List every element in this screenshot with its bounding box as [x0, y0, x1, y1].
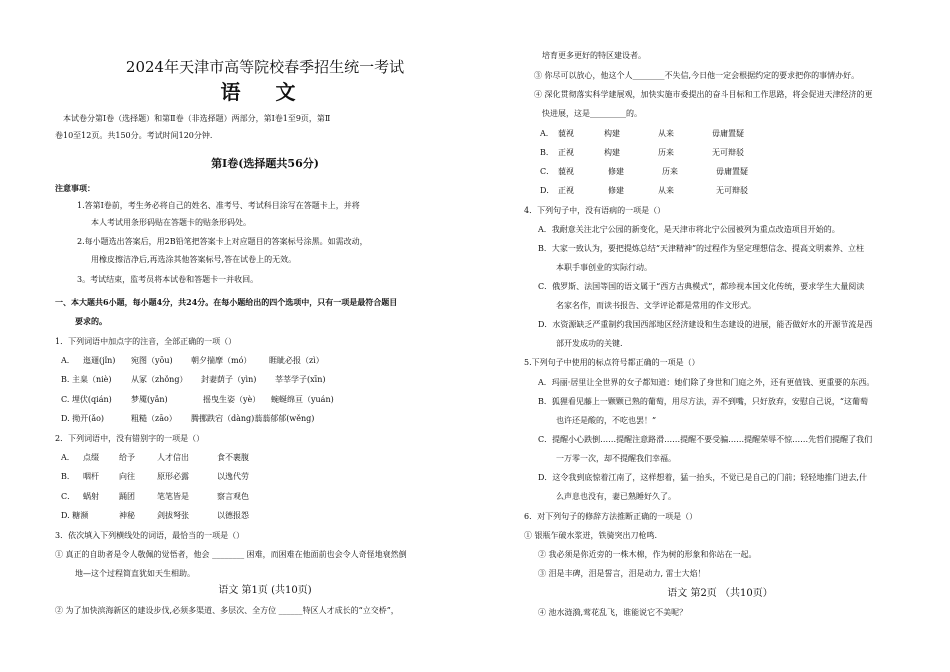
option-cell: 睚眦必报（zì）: [269, 356, 324, 365]
option-cell: 从来: [658, 186, 674, 195]
option-cell: 神秘: [119, 511, 135, 520]
question-3-line: 培育更多更好的特区建设者。: [542, 51, 646, 60]
option-cell: 朝夕揣摩（mó）: [191, 356, 252, 365]
option-cell: 人才信出: [157, 453, 189, 462]
option-cell: C．: [61, 492, 76, 501]
question-4-option: A．我耐意关注北宁公园的新变化，是天津市将北宁公园被列为重点改造项目开始的。: [538, 225, 840, 234]
question-stem-4: 4．下列句子中，没有语病的一项是（）: [524, 206, 666, 215]
option-cell: 点缀: [83, 453, 99, 462]
part-instruction: 要求的。: [75, 316, 107, 326]
page-footer-1: 语文 第1页 (共10页): [218, 585, 312, 596]
option-cell: 笔笔皆是: [157, 492, 189, 501]
question-3-line: ① 真正的自助者是令人敬佩的觉悟者，他会 ________ 困难，而困难在他面前也会令人奇怪地衰然倒: [55, 550, 407, 559]
question-stem-2: 2．下列词语中，没有错别字的一项是（）: [55, 434, 205, 443]
question-5-option: B．狐狸看见藤上一颗颗已熟的葡萄，用尽方法，弄不到嘴，只好放弃，安慰自己说，“这葡萄: [538, 397, 868, 406]
notice-line: 用橡皮擦洁净后,再选涂其他答案标号,答在试卷上的无效。: [91, 255, 297, 264]
option-cell: 原形必露: [157, 472, 189, 481]
question-3-line: ② 为了加快滨海新区的建设步伐,必须多渠道、多层次、全方位 ______特区人才成长的“立交桥”，: [55, 606, 399, 615]
notice-line: 3。考试结束，监考员将本试卷和答题卡一并收回。: [77, 275, 259, 284]
question-3-line: ③ 你尽可以放心，他这个人________不失信,今日他一定会根据约定的要求把你的事情办好。: [534, 71, 860, 80]
option-cell: 摇曳生姿（yè）: [203, 395, 261, 404]
question-4-option: D．水资源缺乏严重制约我国西部地区经济建设和生态建设的进展，能否做好水的开源节流是西: [538, 320, 873, 329]
question-stem-6: 6．对下列句子的修辞方法推断正确的一项是（）: [524, 512, 698, 521]
question-stem-3: 3．依次填入下列横线处的词语，最恰当的一项是（）: [55, 531, 245, 540]
page-footer-2: 语文 第2页 （共10页）: [667, 588, 773, 599]
question-5-option: C．提醒小心跌倒……提醒注意路滑……提醒不要受骗……提醒荣辱不惊……先哲们提醒了我们: [538, 435, 873, 444]
notice-line: 本人考试用条形码贴在答题卡的贴条形码处。: [91, 218, 251, 227]
option-cell: C．: [540, 167, 555, 176]
question-3-line: ④ 深化贯彻落实科学建展观，加快实施市委提出的奋斗目标和工作思路，将会促进天津经济的更: [534, 90, 873, 99]
notice-title: 注意事项：: [55, 183, 95, 193]
option-cell: D. 糖濒: [61, 511, 89, 520]
option-cell: 从来: [658, 129, 674, 138]
option-cell: 正视: [558, 186, 574, 195]
option-cell: 构建: [604, 129, 620, 138]
question-5-option: 也许还是酸的，不吃也罢！”: [556, 416, 657, 425]
option-cell: A．: [61, 356, 75, 365]
intro-line: 卷10至12页。共150分。考试时间120分钟.: [55, 131, 213, 140]
exam-title: 2024年天津市高等院校春季招生统一考试: [125, 58, 405, 76]
question-6-line: ④ 池水涟漪,莺花乱飞，谁能说它不美呢？: [538, 608, 688, 617]
question-stem-5: 5.下列句子中使用的标点符号都正确的一项是（）: [524, 358, 700, 367]
option-cell: C. 埋伏(qián): [61, 395, 112, 404]
option-cell: 从冢（zhǒng）: [131, 375, 188, 384]
option-cell: 察言观色: [217, 492, 249, 501]
option-cell: A．: [61, 453, 75, 462]
option-cell: 腾挪跌宕（dàng)蓊蓊郁郁(wěng): [191, 414, 315, 423]
question-4-option: 本职手事创业的实际行动。: [556, 263, 652, 272]
question-5-option: 一万零一次，却不提醒我们幸福。: [556, 454, 676, 463]
notice-line: 2.每小题选出答案后，用2B铅笔把答案卡上对应题目的答案标号涂黑。如需改动，: [77, 237, 368, 246]
part-instruction: 一、本大题共6小题，每小题4分，共24分。在每小题给出的四个选项中，只有一项是最符合题目: [55, 297, 398, 307]
option-cell: 藐视: [558, 129, 574, 138]
question-4-option: 部开发成功的关键.: [556, 339, 623, 348]
question-5-option: A．玛丽·居里让全世界的女子都知道：她们除了身世和门庭之外，还有更值钱、更重要的东西。: [538, 378, 875, 387]
option-cell: 食不裹腹: [217, 453, 249, 462]
option-cell: 蜗射: [83, 492, 99, 501]
option-cell: 梦魇(yǎn): [131, 395, 168, 404]
option-cell: A．: [540, 129, 554, 138]
subject-title: 语 文: [220, 80, 310, 104]
question-6-line: ① 银瓶乍破水浆迸，铁骑突出刀枪鸣.: [524, 531, 658, 540]
option-cell: 粗糙（zāo）: [131, 414, 177, 423]
option-cell: 毋庸置疑: [712, 129, 744, 138]
option-cell: D．: [540, 186, 555, 195]
option-cell: 蜿蜒绵亘（yuán): [271, 395, 334, 404]
question-3-line: 地—这个过程简直犹如天生相助。: [75, 569, 195, 578]
option-cell: D. 拗开(ǎo): [61, 414, 105, 423]
option-cell: 莘莘学子(xīn): [275, 375, 326, 384]
option-cell: B. 主臬（niè): [61, 375, 112, 384]
option-cell: 宛图（yōu): [131, 356, 173, 365]
option-cell: 正视: [558, 148, 574, 157]
option-cell: 以逸代劳: [217, 472, 249, 481]
option-cell: 历来: [658, 148, 674, 157]
option-cell: 剑拔弩张: [157, 511, 189, 520]
option-cell: B．: [540, 148, 554, 157]
question-6-line: ③ 泪是丰碑，泪是誓言，泪是动力, 雷士大焰！: [538, 569, 706, 578]
option-cell: 修建: [608, 186, 624, 195]
question-3-line: 快进展，这是_________的。: [542, 109, 642, 118]
question-5-option: 么声息也没有，妻已熟睡好久了。: [556, 492, 676, 501]
option-cell: 封妻荫子（yìn): [201, 375, 257, 384]
option-cell: 向往: [119, 472, 135, 481]
question-4-option: C．俄罗斯、法国等国的语文属于“西方古典模式”，都珍视本国文化传统，要求学生大量阅读: [538, 282, 865, 291]
section-title: 第Ⅰ卷(选择题共56分): [211, 157, 319, 170]
option-cell: B．: [61, 472, 75, 481]
option-cell: 以德报怨: [217, 511, 249, 520]
option-cell: 踊团: [119, 492, 135, 501]
question-5-option: D．这令我到底惊着江南了，这样想着，猛一抬头，不觉已是自己的门前；轻轻地推门进去,什: [538, 473, 867, 482]
option-cell: 藐视: [558, 167, 574, 176]
option-cell: 咽杆: [83, 472, 99, 481]
option-cell: 迤逦(jǐn): [83, 356, 116, 365]
option-cell: 构建: [604, 148, 620, 157]
question-4-option: 名家名作，而读书报告、文学评论都是常用的作文形式。: [556, 301, 756, 310]
option-cell: 修建: [608, 167, 624, 176]
option-cell: 毋庸置疑: [716, 167, 748, 176]
question-4-option: B．大家一致认为，要把提炼总结“天津精神”的过程作为坚定理想信念、提高文明素养、立柱: [538, 244, 865, 253]
option-cell: 无可辩驳: [716, 186, 748, 195]
question-stem-1: 1．下列词语中加点字的注音，全部正确的一项（）: [55, 337, 237, 346]
option-cell: 历来: [662, 167, 678, 176]
notice-line: 1.答第Ⅰ卷前，考生务必将自己的姓名、准考号、考试科目涂写在答题卡上，并将: [77, 201, 360, 210]
option-cell: 无可辩驳: [712, 148, 744, 157]
intro-line: 本试卷分第Ⅰ卷（选择题）和第Ⅱ卷（非选择题）两部分，第Ⅰ卷1至9页，第Ⅱ: [63, 114, 331, 123]
option-cell: 给予: [119, 453, 135, 462]
question-6-line: ② 我必须是你近旁的一株木棉，作为树的形象和你站在一起。: [538, 550, 757, 559]
